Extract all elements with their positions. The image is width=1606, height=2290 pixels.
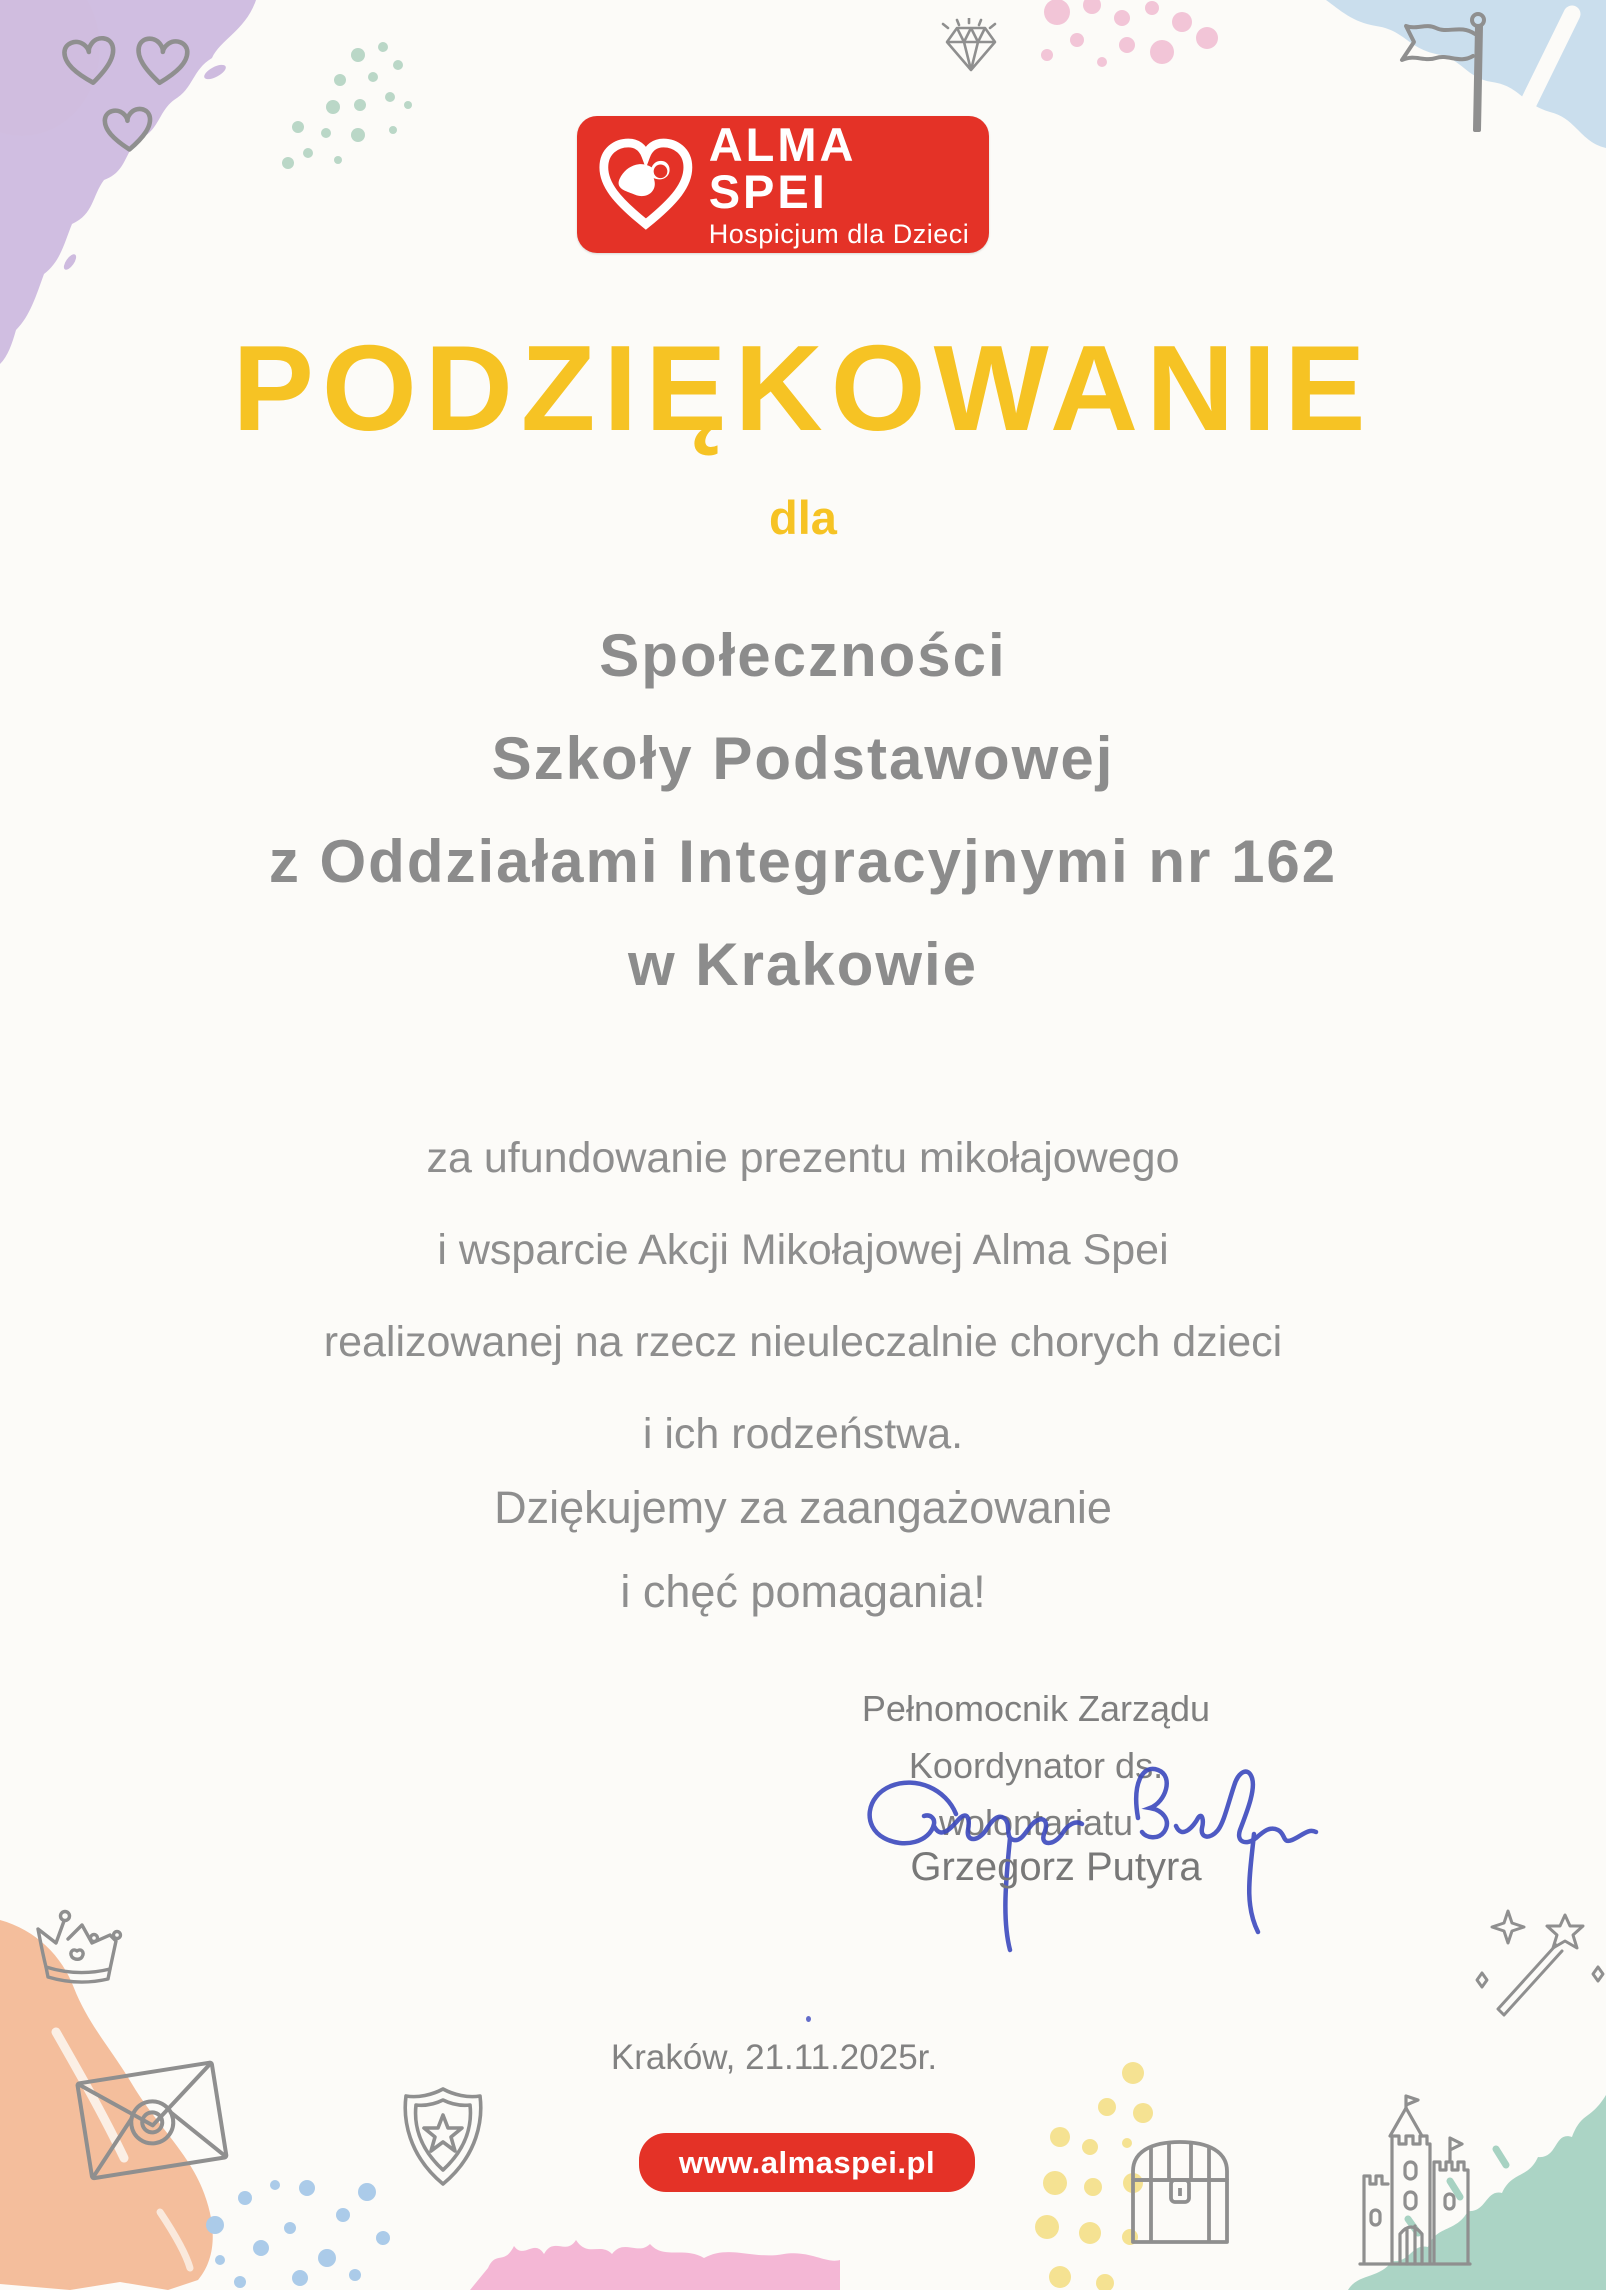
pink-watercolor-blob [470, 2228, 840, 2290]
recipient-line: w Krakowie [627, 931, 979, 998]
blue-dots-cluster [195, 2170, 395, 2290]
signer-role-line: Pełnomocnik Zarządu [861, 1688, 1211, 1729]
logo-title: ALMA SPEI [708, 118, 855, 218]
body-text-block [0, 1112, 1606, 1480]
crown-doodle-icon [32, 1905, 132, 1995]
alma-spei-logo [577, 116, 989, 253]
recipient-line: z Oddziałami Integracyjnymi nr 162 [268, 828, 1338, 895]
pink-dots-cluster [1032, 0, 1222, 80]
body-line: i ich rodzeństwa. [642, 1410, 964, 1458]
ink-speck [806, 2016, 811, 2022]
date-line: Kraków, 21.11.2025r. [610, 2038, 938, 2077]
magic-wand-doodle-icon [1470, 1905, 1606, 2025]
body-line: i wsparcie Akcji Mikołajowej Alma Spei [437, 1226, 1169, 1274]
teal-dots-cluster [278, 35, 418, 175]
thanks-line: Dziękujemy za zaangażowanie [494, 1482, 1112, 1533]
recipient-line: Szkoły Podstawowej [491, 725, 1115, 792]
diamond-doodle-icon [935, 18, 1005, 82]
shield-star-doodle-icon [398, 2085, 488, 2190]
signer-role-line: Koordynator ds. wolontariatu [908, 1745, 1164, 1843]
website-button[interactable]: www.almaspei.pl [639, 2133, 975, 2192]
flag-doodle-icon [1398, 8, 1508, 138]
body-line: za ufundowanie prezentu mikołajowego [426, 1134, 1180, 1182]
treasure-chest-doodle-icon [1125, 2135, 1235, 2255]
for-label: dla [769, 491, 837, 544]
thanks-line: i chęć pomagania! [620, 1566, 986, 1617]
signer-name: Grzegorz Putyra [910, 1845, 1202, 1889]
logo-subtitle: Hospicjum dla Dzieci [708, 219, 970, 249]
recipient-line: Społeczności [599, 622, 1007, 689]
body-line: realizowanej na rzecz nieuleczalnie chorych dzieci [323, 1318, 1283, 1366]
recipient-block [0, 604, 1606, 1016]
heart-dove-logo-icon [597, 136, 695, 234]
castle-doodle-icon [1358, 2092, 1473, 2272]
page-title: PODZIĘKOWANIE [232, 320, 1374, 456]
hearts-doodle-icon [55, 25, 205, 165]
thanks-block [0, 1466, 1606, 1634]
